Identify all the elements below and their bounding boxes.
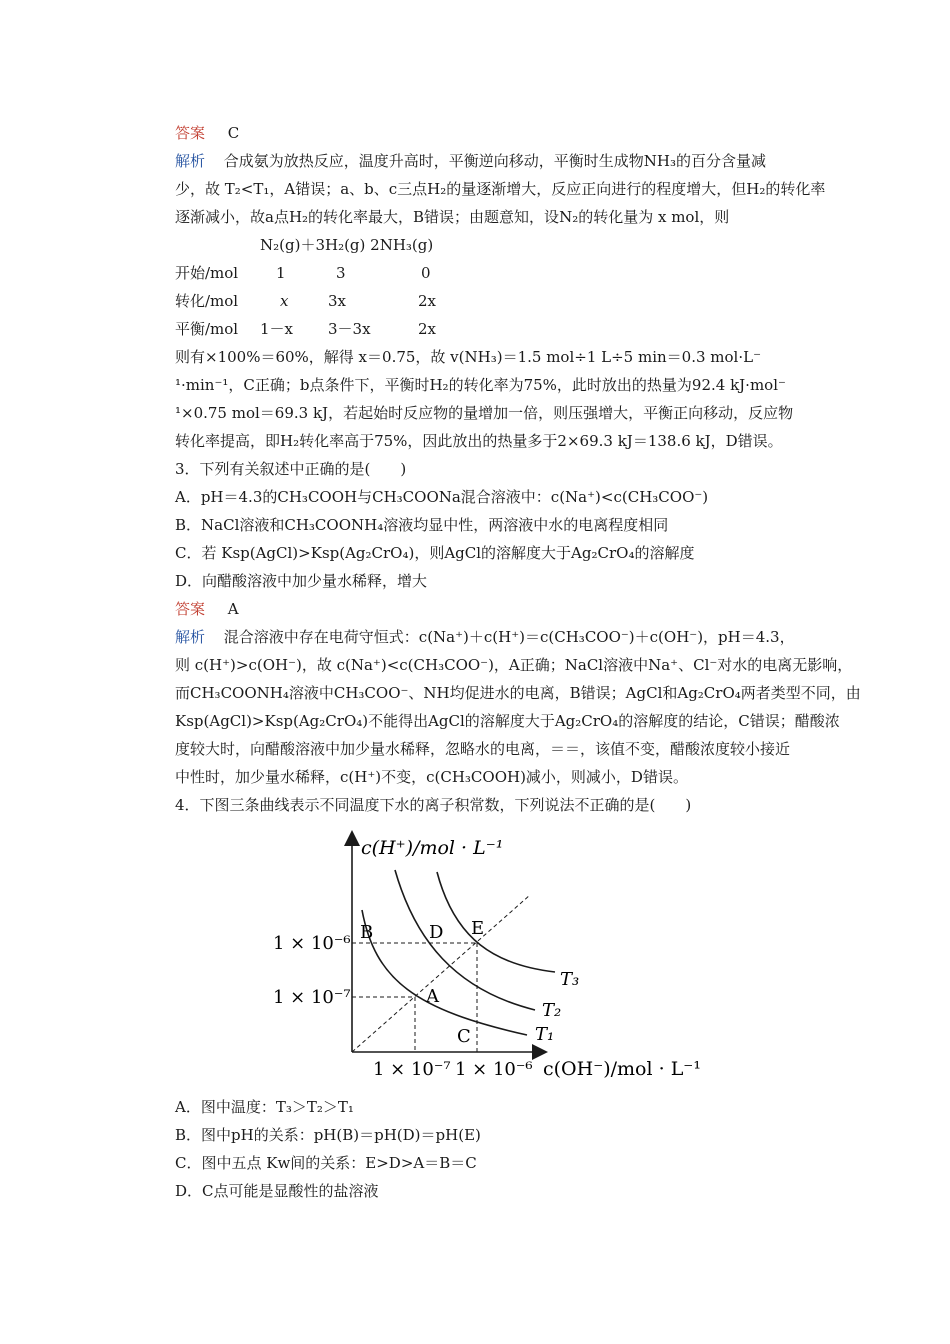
point-label-b: B [360,922,374,943]
table-cell: 3 [336,264,346,282]
curve-label-t1: T₁ [535,1024,555,1045]
q3-analysis-line-4: Ksp(AgCl)>Ksp(Ag₂CrO₄)不能得出AgCl的溶解度大于Ag₂CrO₄的溶解度的结论，C错误；醋酸浓 [175,712,840,730]
curve-label-t3: T₃ [560,969,580,990]
curve-t2 [395,870,535,1010]
table-cell: 3x [328,292,347,310]
answer-value: A [227,600,239,618]
q2-conclusion-line-2: ¹·min⁻¹，C正确；b点条件下，平衡时H₂的转化率为75%，此时放出的热量为92.4 kJ·mol⁻ [175,376,786,394]
point-label-d: D [429,922,444,943]
table-cell: 1－x [260,320,294,338]
neutral-line [352,895,530,1052]
table-cell: 2x [418,320,437,338]
y-tick-1: 1 × 10⁻⁶ [273,933,351,954]
q3-answer [175,599,239,619]
point-label-c: C [457,1026,471,1047]
q4-stem: 4．下图三条曲线表示不同温度下水的离子积常数，下列说法不正确的是( ) [175,796,692,814]
table-row-label: 转化/mol [175,292,239,310]
q2-analysis-line-2: 少，故 T₂<T₁，A错误；a、b、c三点H₂的量逐渐增大，反应正向进行的程度增大，但H₂的转化率 [175,180,826,198]
analysis-label: 解析 [175,628,206,646]
answer-label: 答案 [175,124,206,142]
table-row-label: 开始/mol [175,264,239,282]
table-cell: 1 [276,264,286,282]
table-cell: x [280,292,289,310]
q3-option-a: A．pH＝4.3的CH₃COOH与CH₃COONa混合溶液中：c(Na⁺)<c(CH₃COO⁻) [175,488,709,506]
table-cell: 0 [421,264,431,282]
answer-value: C [227,124,240,142]
x-tick-1: 1 × 10⁻⁷ [373,1059,451,1080]
q2-analysis-line-3: 逐渐减小，故a点H₂的转化率最大，B错误；由题意知，设N₂的转化量为 x mol，则 [175,208,730,226]
q3-analysis-line-6: 中性时，加少量水稀释，c(H⁺)不变，c(CH₃COOH)减小，则减小，D错误。 [175,768,688,786]
y-tick-2: 1 × 10⁻⁷ [273,987,351,1008]
x-axis-label: c(OH⁻)/mol · L⁻¹ [543,1058,701,1080]
answer-label: 答案 [175,600,206,618]
reaction-equation: N₂(g)＋3H₂(g) 2NH₃(g) [260,236,434,254]
q2-conclusion-line-3: ¹×0.75 mol＝69.3 kJ，若起始时反应物的量增加一倍，则压强增大，平衡正向移动，反应物 [175,404,794,422]
q2-conclusion-line-4: 转化率提高，即H₂转化率高于75%，因此放出的热量多于2×69.3 kJ＝138.6 kJ，D错误。 [175,432,783,450]
kw-curves-figure [265,830,765,1090]
q3-option-c: C．若 Ksp(AgCl)>Ksp(Ag₂CrO₄)，则AgCl的溶解度大于Ag₂CrO₄的溶解度 [175,544,695,562]
q2-analysis-line-1: 解析 合成氨为放热反应，温度升高时，平衡逆向移动，平衡时生成物NH₃的百分含量减 [175,152,767,170]
q2-conclusion-line-1: 则有×100%＝60%，解得 x＝0.75，故 v(NH₃)＝1.5 mol÷1 L÷5 min＝0.3 mol·L⁻ [175,348,761,366]
table-row-label: 平衡/mol [175,320,239,338]
q3-analysis-line-2: 则 c(H⁺)>c(OH⁻)，故 c(Na⁺)<c(CH₃COO⁻)，A正确；NaCl溶液中Na⁺、Cl⁻对水的电离无影响， [175,656,853,674]
point-label-e: E [471,918,485,939]
curve-t1 [362,910,527,1035]
q3-analysis-line-1: 解析 混合溶液中存在电荷守恒式：c(Na⁺)＋c(H⁺)＝c(CH₃COO⁻)＋c(OH⁻)，pH＝4.3， [175,628,795,646]
q3-option-d: D．向醋酸溶液中加少量水稀释，增大 [175,572,428,590]
q4-option-d: D．C点可能是显酸性的盐溶液 [175,1182,379,1200]
q4-option-a: A．图中温度：T₃＞T₂＞T₁ [175,1098,354,1116]
x-tick-2: 1 × 10⁻⁶ [455,1059,533,1080]
y-axis-label: c(H⁺)/mol · L⁻¹ [361,837,504,859]
table-cell: 3－3x [328,320,371,338]
q3-stem: 3．下列有关叙述中正确的是( ) [175,460,407,478]
q2-answer [175,123,239,143]
q4-option-c: C．图中五点 Kw间的关系：E>D>A＝B＝C [175,1154,477,1172]
curve-label-t2: T₂ [542,1000,562,1021]
q3-analysis-line-3: 而CH₃COONH₄溶液中CH₃COO⁻、NH均促进水的电离，B错误；AgCl和Ag₂CrO₄两者类型不同，由 [175,684,861,702]
q3-option-b: B．NaCl溶液和CH₃COONH₄溶液均显中性，两溶液中水的电离程度相同 [175,516,669,534]
table-cell: 2x [418,292,437,310]
curve-t3 [437,872,555,972]
q3-analysis-line-5: 度较大时，向醋酸溶液中加少量水稀释，忽略水的电离，＝＝，该值不变，醋酸浓度较小接近 [175,740,791,758]
analysis-label: 解析 [175,152,206,170]
point-label-a: A [426,986,439,1007]
q4-option-b: B．图中pH的关系：pH(B)＝pH(D)＝pH(E) [175,1126,481,1144]
